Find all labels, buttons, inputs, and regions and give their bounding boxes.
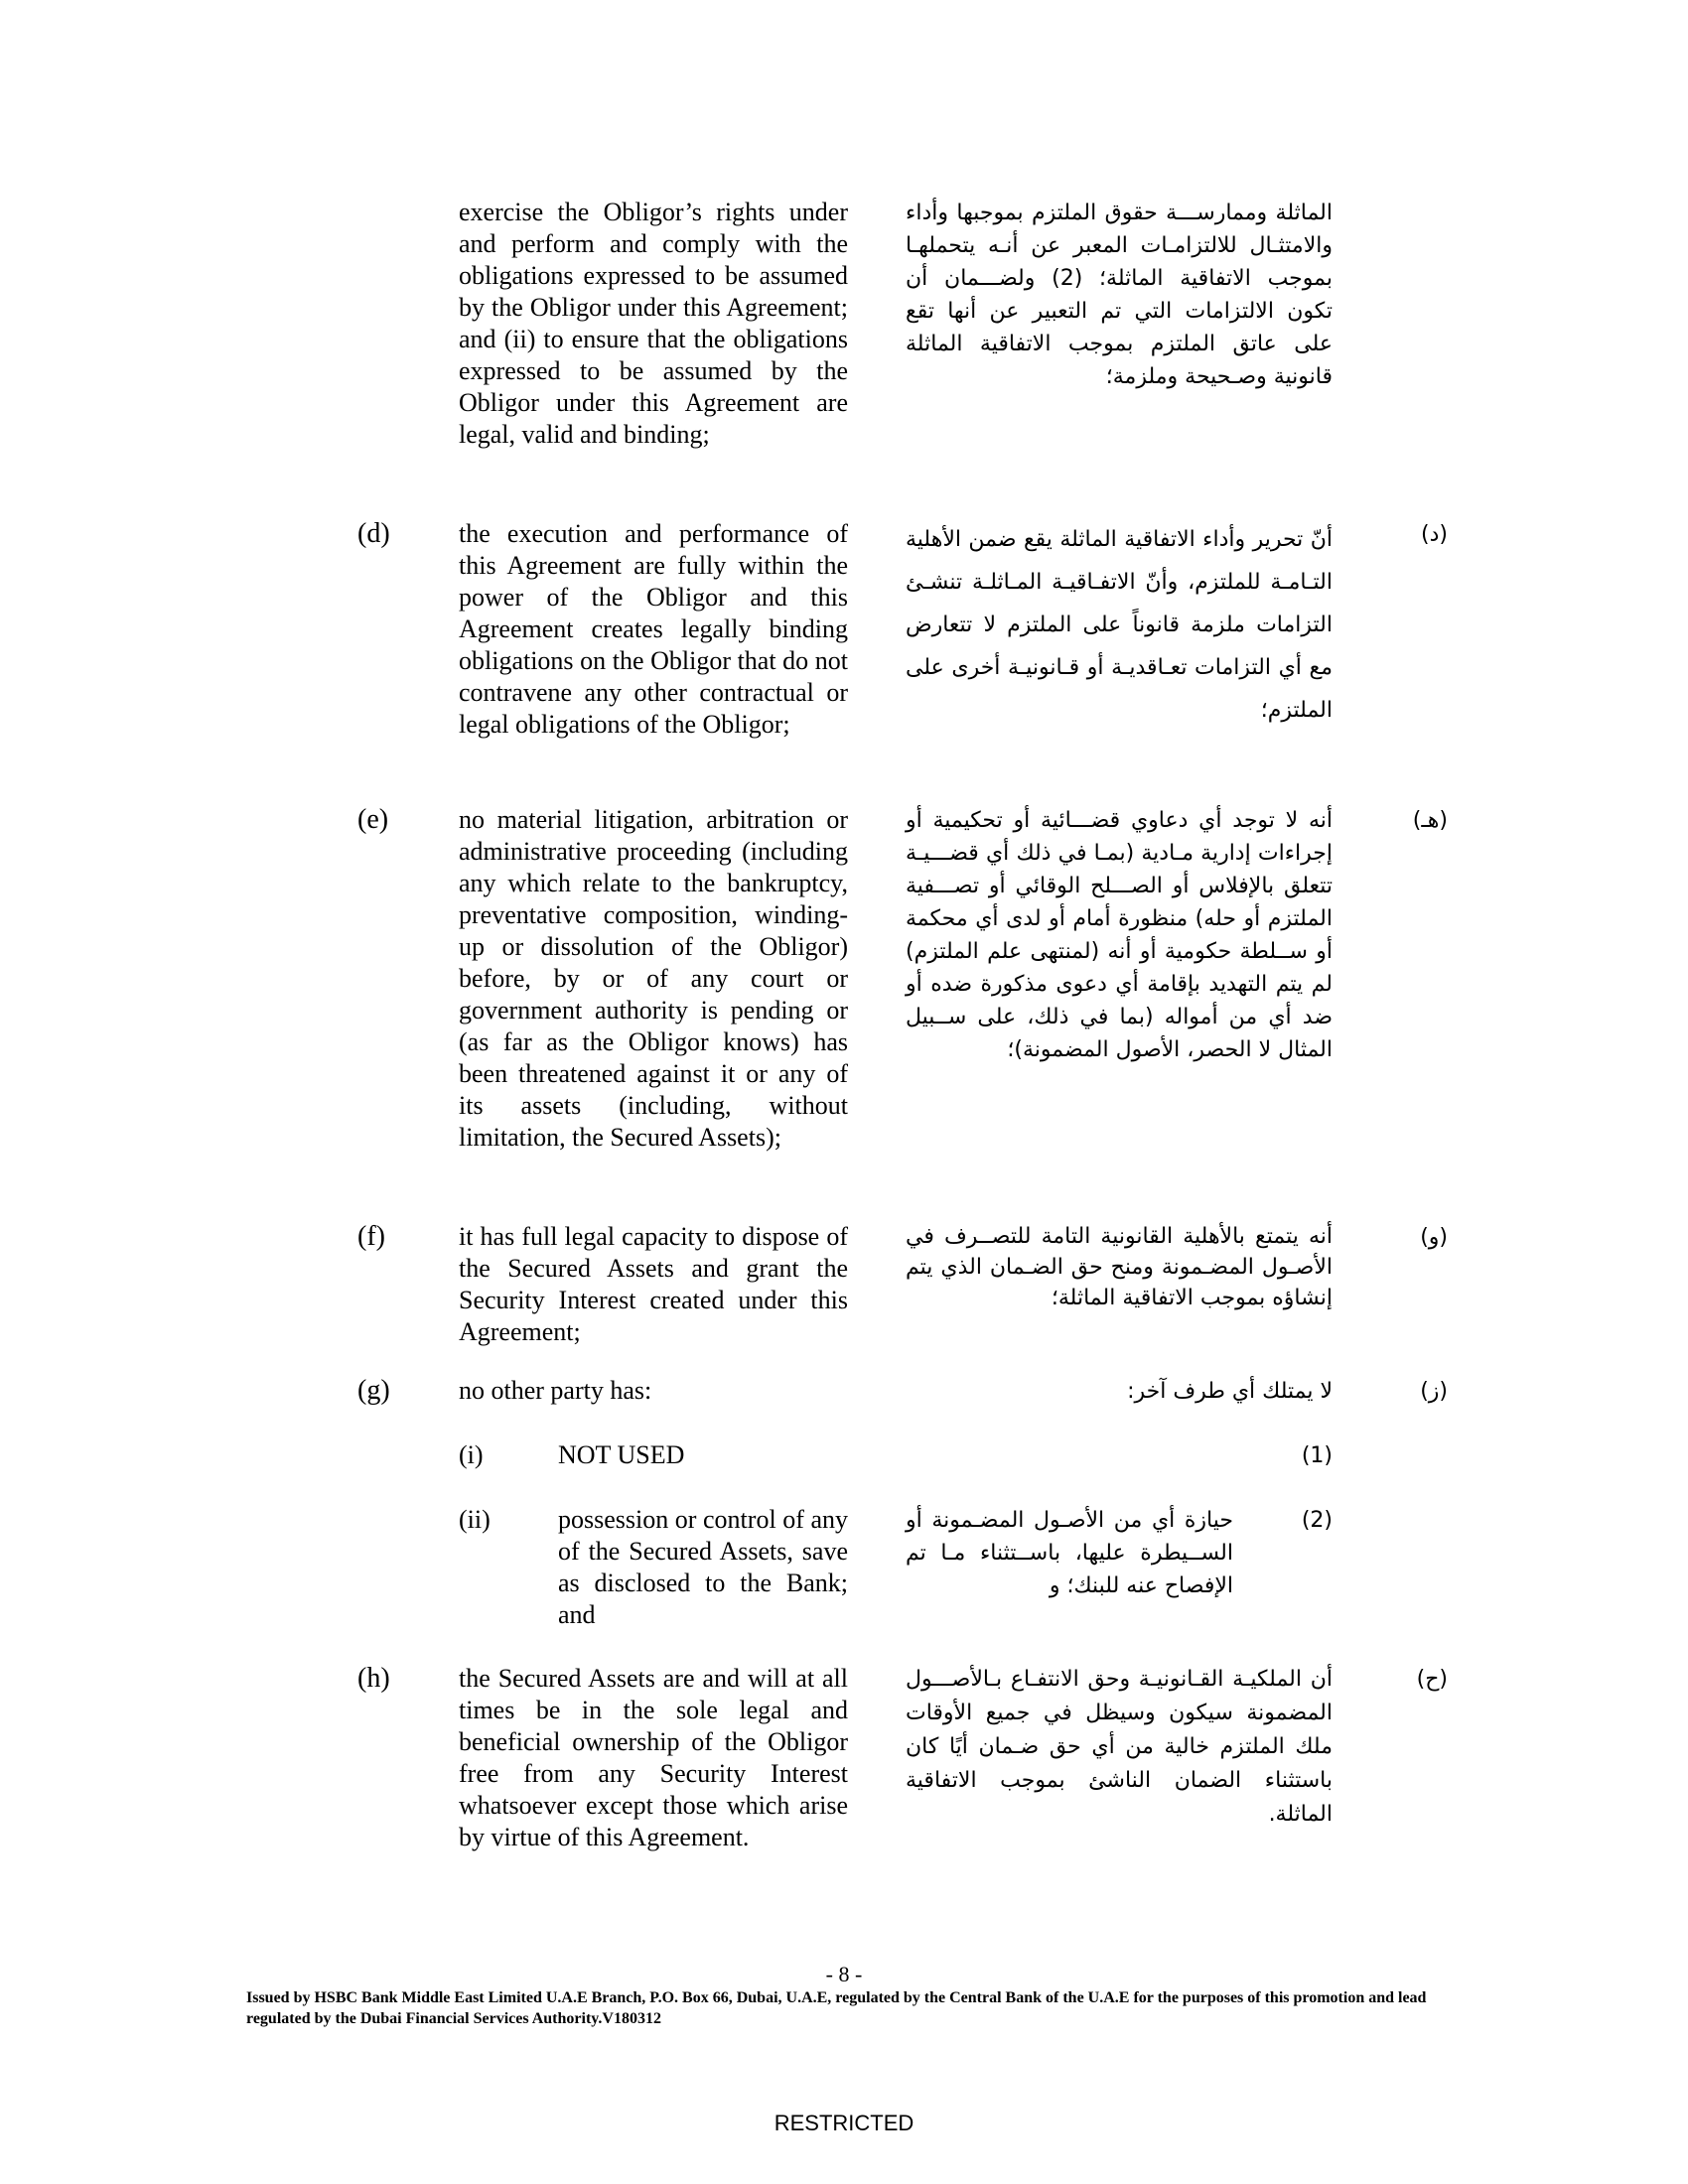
clause-f-en-text: it has full legal capacity to dispose of the Secured Assets and grant the Security Interest created under this Agreement;: [459, 1222, 848, 1346]
clause-d-en-letter: (d): [357, 518, 390, 549]
clause-d-ar-text: أنّ تحرير وأداء الاتفاقية الماثلة يقع ضمن الأهلية التـامـة للملتزم، وأنّ الاتفـاقيـة المـاثلـة تنشـئ التزامات ملزمة قانوناً على الملتزم لا تتعارض مع أي التزامات تعـاقديـة أو قـانونيـة أخرى على الملتزم؛: [906, 527, 1333, 723]
clause-g-ii-ar-text: حيازة أي من الأصـول المضـمونة أو الســيطرة عليها، باســتثناء مـا تم الإفصاح عنه للبنك؛ و: [906, 1508, 1233, 1598]
clause-d-ar-letter: (د): [1421, 522, 1448, 547]
clause-g-en-letter: (g): [357, 1375, 390, 1406]
clause-h-en-text: the Secured Assets are and will at all times be in the sole legal and beneficial ownership of the Obligor free from any Security Interest whatsoever except those which arise by virtue of this Agreement.: [459, 1664, 848, 1851]
clause-d-en-text: the execution and performance of this Agreement are fully within the power of the Obligor and this Agreement creates legally binding obligations on the Obligor that do not contravene any other contractual or legal obligations of the Obligor;: [459, 519, 848, 739]
clause-g-ar-text: لا يمتلك أي طرف آخر:: [1127, 1379, 1333, 1404]
clause-e-ar-letter: (هـ): [1412, 808, 1448, 833]
clause-g-ar-letter: (ز): [1420, 1379, 1448, 1404]
clause-g-en-text: no other party has:: [459, 1376, 652, 1405]
clause-e-en-letter: (e): [357, 804, 389, 835]
clause-c-en-text: exercise the Obligor’s rights under and perform and comply with the obligations expressed to be assumed by the Obligor under this Agreement; and (ii) to ensure that the obligations expressed to be assumed by the Obligor under this Agreement are legal, valid and binding;: [459, 198, 848, 449]
clause-f-ar-letter: (و): [1420, 1225, 1448, 1250]
clause-f-ar-text: أنه يتمتع بالأهلية القانونية التامة للتصــرف في الأصـول المضـمونة ومنح حق الضـمان الذي يتم إنشاؤه بموجب الاتفاقية الماثلة؛: [906, 1224, 1333, 1310]
clause-h-ar-letter: (ح): [1416, 1667, 1448, 1692]
clause-e-en-text: no material litigation, arbitration or administrative proceeding (including any which relate to the bankruptcy, preventative composition, winding-up or dissolution of the Obligor) before, by or of any court or government authority is pending or (as far as the Obligor knows) has been threatened against it or any of its assets (including, without limitation, the Secured Assets);: [459, 805, 848, 1152]
classification-label: RESTRICTED: [774, 2111, 914, 2135]
clause-e-ar-text: أنه لا توجد أي دعاوي قضـــائية أو تحكيمية أو إجراءات إدارية مـادية (بمـا في ذلك أي قضـــيـة تتعلق بالإفلاس أو الصـــلح الوقائي أو تصـــفية الملتزم أو حله) منظورة أمام أو لدى أي محكمة أو ســلطة حكومية أو أنه (لمنتهى علم الملتزم) لم يتم التهديد بإقامة أي دعوى مذكورة ضده أو ضد أي من أمواله (بما في ذلك، على ســبيل المثال لا الحصر، الأصول المضمونة)؛: [906, 808, 1333, 1062]
clause-h-en-letter: (h): [357, 1663, 390, 1694]
clause-c-ar-text: الماثلة وممارســـة حقوق الملتزم بموجبها وأداء والامتثـال للالتزامـات المعبر عن أنـه يتحملهـا بموجب الاتفاقية الماثلة؛ (2) ولضـــمان أن تكون الالتزامات التي تم التعبير عن أنها تقع على عاتق الملتزم بموجب الاتفاقية الماثلة قانونية وصـحيحة وملزمة؛: [906, 201, 1333, 389]
clause-g-i-en-number: (i): [459, 1440, 484, 1469]
clause-g-ii-en-text: possession or control of any of the Secured Assets, save as disclosed to the Bank; and: [558, 1505, 848, 1629]
clause-g-ii-en-number: (ii): [459, 1505, 491, 1534]
issuer-disclaimer: Issued by HSBC Bank Middle East Limited U.A.E Branch, P.O. Box 66, Dubai, U.A.E, regulated by the Central Bank of the U.A.E for the purposes of this promotion and lead regulated by the Dubai Financial Services Authority.V180312: [246, 1989, 1427, 2027]
clause-g-i-en-text: NOT USED: [558, 1440, 685, 1469]
page-number: - 8 -: [825, 1962, 863, 1986]
clause-g-i-ar-number: (1): [1301, 1443, 1333, 1468]
clause-g-ii-ar-number: (2): [1301, 1508, 1333, 1533]
clause-f-en-letter: (f): [357, 1221, 385, 1252]
clause-h-ar-text: أن الملكيـة القـانونيـة وحق الانتفـاع بـالأصـــول المضمونة سيكون وسيظل في جميع الأوقات ملك الملتزم خالية من أي حق ضـمان أيًا كان باستثناء الضمان الناشئ بموجب الاتفاقية الماثلة.: [906, 1667, 1333, 1827]
